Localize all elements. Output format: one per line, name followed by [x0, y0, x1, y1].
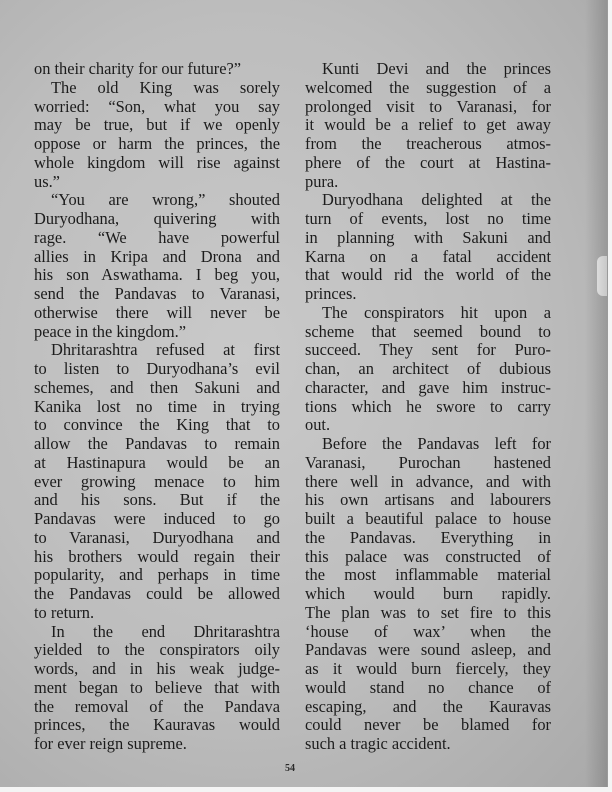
text-line: such a tragic accident.	[305, 734, 451, 753]
text-line: may be true, but if we openly	[34, 115, 280, 135]
text-line: The conspirators hit upon a	[322, 302, 551, 322]
text-line: to convince the King that to	[34, 415, 280, 435]
text-line: his son Aswathama. I beg you,	[34, 265, 280, 285]
text-line: princes.	[305, 284, 357, 303]
text-line: Pandavas were induced to go	[34, 509, 280, 528]
text-line: words, and in his weak judge-	[34, 659, 280, 678]
text-line: his own artisans and labourers	[305, 490, 551, 510]
text-line: ment began to believe that with	[34, 677, 280, 697]
text-line: escaping, and the Kauravas	[305, 696, 551, 716]
text-line: chan, an architect of dubious	[305, 359, 551, 378]
text-line: “You are wrong,” shouted	[51, 190, 280, 210]
text-line: Kunti Devi and the princes	[322, 59, 551, 78]
paragraph	[34, 60, 280, 79]
text-line: whole kingdom will rise against	[34, 152, 280, 172]
text-line: it would be a relief to get away	[305, 115, 551, 135]
text-line: the most inflammable material	[305, 565, 551, 585]
text-line: character, and gave him instruc-	[305, 377, 551, 397]
text-line: succeed. They sent for Puro-	[305, 340, 551, 360]
text-line: to Varanasi, Duryodhana and	[34, 527, 280, 547]
paragraph	[305, 304, 551, 435]
text-line: Duryodhana delighted at the	[322, 190, 551, 210]
text-line: oppose or harm the princes, the	[34, 134, 280, 153]
text-line: peace in the kingdom.”	[34, 321, 187, 341]
paragraph	[305, 60, 551, 191]
text-line: Varanasi, Purochan hastened	[305, 452, 551, 472]
text-line: his brothers would regain their	[34, 546, 280, 566]
text-line: to return.	[34, 602, 95, 622]
text-line: Karna on a fatal accident	[305, 246, 551, 266]
text-line: out.	[305, 415, 331, 435]
paragraph	[305, 191, 551, 304]
text-line: welcomed the suggestion of a	[305, 77, 551, 97]
text-line: schemes, and then Sakuni and	[34, 377, 280, 397]
text-line: The plan was to set fire to this	[305, 602, 551, 622]
text-line: worried: “Son, what you say	[34, 96, 280, 116]
text-line: built a beautiful palace to house	[305, 509, 551, 528]
text-line: popularity, and perhaps in time	[34, 565, 280, 585]
paragraph	[34, 191, 280, 341]
text-line: to listen to Duryodhana’s evil	[34, 359, 280, 378]
text-line: rage. “We have powerful	[34, 227, 280, 247]
text-line: scheme that seemed bound to	[305, 321, 551, 341]
text-line: turn of events, lost no time	[305, 209, 551, 228]
text-line: for ever reign supreme.	[34, 734, 187, 753]
text-line: princes, the Kauravas would	[34, 715, 280, 735]
text-line: Before the Pandavas left for	[322, 434, 551, 453]
page-number: 54	[285, 763, 295, 774]
text-line: Duryodhana, quivering with	[34, 209, 280, 228]
left-column	[34, 60, 280, 754]
text-line: ever growing menace to him	[34, 471, 280, 491]
text-line: as it would burn fiercely, they	[305, 659, 551, 678]
text-line: Dhritarashtra refused at first	[51, 340, 280, 360]
text-line: Kanika lost no time in trying	[34, 396, 280, 416]
text-line: could never be blamed for	[305, 715, 551, 735]
text-line: yielded to the conspirators oily	[34, 640, 280, 660]
text-line: which would burn rapidly.	[305, 584, 551, 603]
text-line: phere of the court at Hastina-	[305, 152, 551, 172]
text-line: in planning with Sakuni and	[305, 227, 551, 247]
paragraph	[305, 435, 551, 754]
text-line: on their charity for our future?”	[34, 59, 242, 78]
text-line: ‘house of wax’ when the	[305, 621, 551, 641]
text-line: there well in advance, and with	[305, 471, 551, 491]
text-line: us.”	[34, 171, 60, 191]
text-line: In the end Dhritarashtra	[51, 621, 280, 641]
text-line: otherwise there will never be	[34, 302, 280, 322]
paragraph	[34, 341, 280, 622]
text-line: allow the Pandavas to remain	[34, 434, 280, 453]
text-line: would stand no chance of	[305, 677, 551, 697]
text-line: that would rid the world of the	[305, 265, 551, 285]
text-line: allies in Kripa and Drona and	[34, 246, 280, 266]
text-line: from the treacherous atmos-	[305, 134, 551, 153]
text-line: the Pandavas could be allowed	[34, 584, 280, 603]
right-column	[305, 60, 551, 754]
text-line: the removal of the Pandava	[34, 696, 280, 716]
text-line: send the Pandavas to Varanasi,	[34, 284, 280, 303]
paragraph	[34, 623, 280, 754]
text-line: Pandavas were sound asleep, and	[305, 640, 551, 660]
torn-edge	[597, 256, 607, 296]
text-line: tions which he swore to carry	[305, 396, 551, 416]
text-line: the Pandavas. Everything in	[305, 527, 551, 547]
text-line: prolonged visit to Varanasi, for	[305, 96, 551, 116]
text-line: this palace was constructed of	[305, 546, 551, 566]
text-line: The old King was sorely	[51, 77, 280, 97]
text-line: pura.	[305, 171, 339, 191]
text-line: at Hastinapura would be an	[34, 452, 280, 472]
paragraph	[34, 79, 280, 192]
text-line: and his sons. But if the	[34, 490, 280, 510]
